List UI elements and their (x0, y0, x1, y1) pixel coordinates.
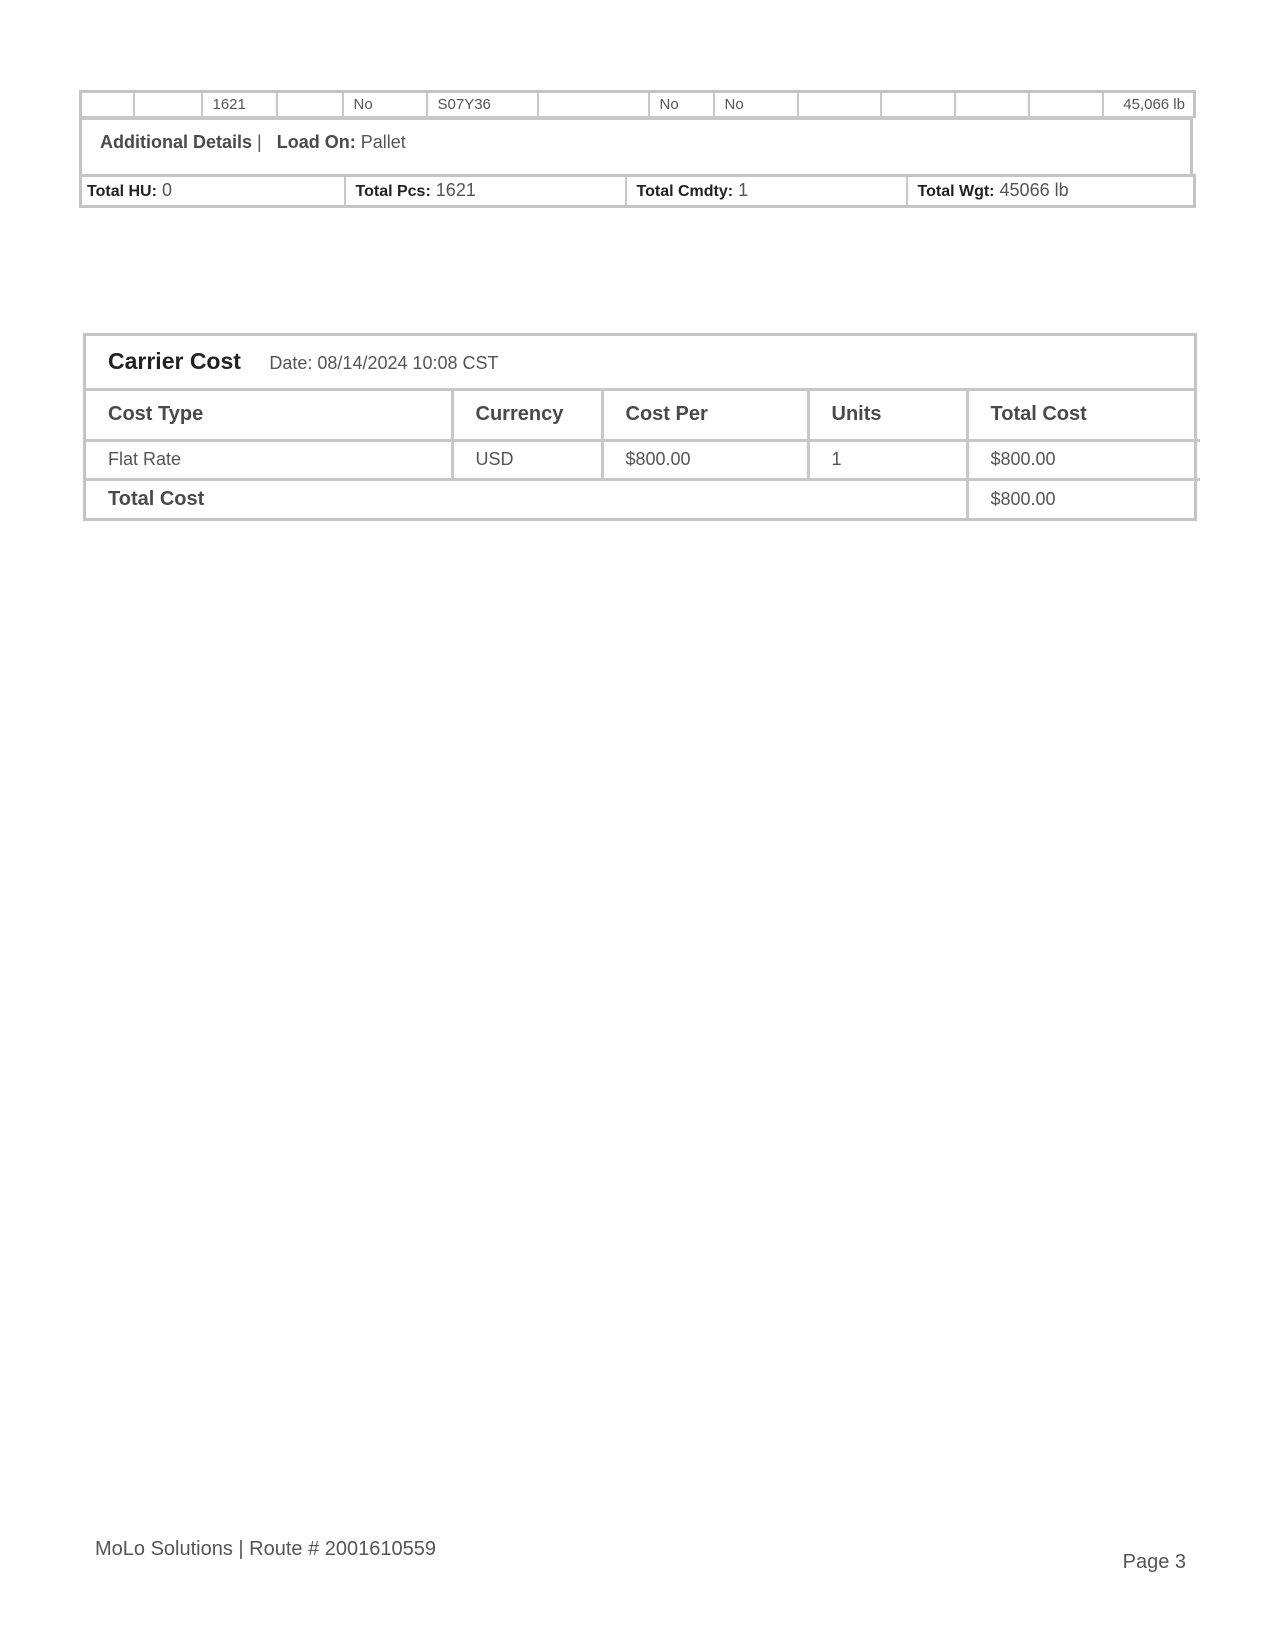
commodity-section (79, 90, 1193, 208)
table-row (86, 440, 1200, 479)
commodity-cell: No (649, 92, 714, 117)
commodity-pieces-cell: 1621 (202, 92, 277, 117)
total-cmdty-label: Total Cmdty: (636, 183, 734, 200)
total-hu (81, 175, 345, 206)
total-cmdty-value: 1 (738, 180, 749, 200)
additional-details (79, 118, 1193, 174)
total-pcs-value: 1621 (435, 180, 476, 200)
carrier-cost-date: Date: 08/14/2024 10:08 CST (269, 353, 499, 373)
commodity-cell: No (343, 92, 427, 117)
total-cost-value: $800.00 (990, 488, 1056, 509)
commodity-cell (798, 92, 881, 117)
cost-per-cell: $800.00 (602, 440, 808, 479)
commodity-cell (134, 92, 202, 117)
page-number: Page 3 (1122, 1551, 1186, 1573)
load-on-label: Load On: (276, 131, 356, 152)
commodity-cell: No (714, 92, 798, 117)
commodity-cell (277, 92, 343, 117)
column-header-total-cost: Total Cost (967, 391, 1200, 440)
carrier-cost-header (86, 336, 1194, 391)
units-cell: 1 (808, 440, 967, 479)
carrier-cost-table (86, 391, 1200, 518)
cost-table-header-row (86, 391, 1200, 440)
commodity-weight-cell: 45,066 lb (1103, 92, 1195, 117)
total-pcs (345, 175, 626, 206)
commodity-cell (881, 92, 955, 117)
commodity-cell (81, 92, 134, 117)
column-header-cost-type: Cost Type (86, 391, 452, 440)
total-pcs-label: Total Pcs: (355, 183, 431, 200)
commodity-totals (79, 174, 1196, 208)
column-header-units: Units (808, 391, 967, 440)
cost-type-cell: Flat Rate (86, 440, 452, 479)
total-wgt-value: 45066 lb (999, 180, 1069, 200)
footer-company-route: MoLo Solutions | Route # 2001610559 (95, 1538, 437, 1560)
total-cost-cell: $800.00 (967, 440, 1200, 479)
total-wgt-label: Total Wgt: (917, 183, 995, 200)
load-on-value: Pallet (360, 131, 406, 152)
commodity-row (81, 92, 1195, 117)
column-header-cost-per: Cost Per (602, 391, 808, 440)
commodity-cell (538, 92, 649, 117)
carrier-cost-section (83, 333, 1197, 521)
commodity-cell (955, 92, 1029, 117)
total-hu-label: Total HU: (87, 183, 157, 200)
total-wgt (907, 175, 1195, 206)
column-header-currency: Currency (452, 391, 602, 440)
commodity-code-cell: S07Y36 (427, 92, 538, 117)
additional-details-label: Additional Details (100, 131, 253, 152)
details-separator: | (257, 131, 262, 152)
total-cost-label: Total Cost (86, 479, 967, 518)
total-hu-value: 0 (161, 180, 172, 200)
carrier-cost-title: Carrier Cost (108, 348, 241, 374)
total-cmdty (626, 175, 907, 206)
commodity-cell (1029, 92, 1103, 117)
commodity-table (79, 90, 1196, 118)
currency-cell: USD (452, 440, 602, 479)
total-row (86, 479, 1200, 518)
totals-row (81, 175, 1195, 206)
